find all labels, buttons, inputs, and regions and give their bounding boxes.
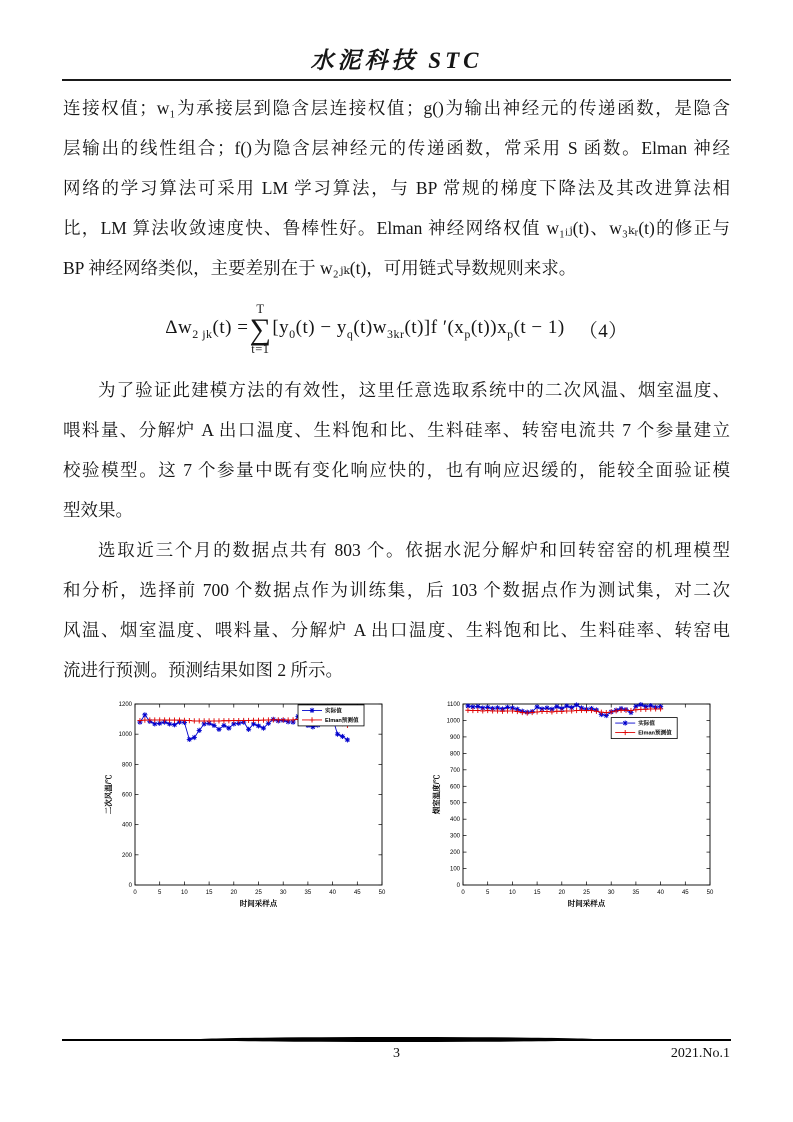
equation-4 [63,288,730,370]
svg-text:200: 200 [121,852,132,859]
svg-text:700: 700 [449,767,460,774]
figure-2 [95,692,723,926]
svg-text:25: 25 [583,890,590,896]
svg-text:15: 15 [205,890,213,896]
chart-svg [95,692,395,926]
svg-text:25: 25 [255,890,262,896]
body-line: BP 神经网络类似，主要差别在于 w₂ⱼₖ(t)，可用链式导数规则来求。 [63,258,577,278]
svg-text:100: 100 [449,866,460,873]
svg-text:45: 45 [353,890,361,896]
svg-text:Elman预测值: Elman预测值 [325,717,359,724]
svg-text:35: 35 [632,890,640,896]
footer-rule-scan-artifact [197,1037,597,1042]
svg-text:1000: 1000 [118,732,132,739]
svg-text:20: 20 [558,890,566,896]
svg-text:时间采样点: 时间采样点 [567,899,606,908]
svg-text:600: 600 [121,792,132,799]
svg-text:300: 300 [449,833,460,840]
svg-text:800: 800 [121,762,132,769]
paragraph-2 [63,370,730,530]
svg-text:40: 40 [329,890,336,896]
body-line: 层输出的线性组合；f()为隐含层神经元的传递函数，常采用 S 函数。Elman 神经 [63,138,730,158]
body-line: 流进行预测。预测结果如图 2 所示。 [63,660,343,680]
svg-text:500: 500 [449,800,460,807]
chart-secondary-air-temperature [95,692,395,926]
svg-text:实际值: 实际值 [325,708,342,715]
svg-text:烟室温度/℃: 烟室温度/℃ [432,774,441,815]
svg-text:1200: 1200 [118,702,132,708]
body-line: 校验模型。这 7 个参量中既有变化响应快的，也有响应迟缓的，能较全面验证模 [63,460,730,480]
page-number: 3 [393,1046,400,1061]
svg-text:30: 30 [279,890,287,896]
svg-text:时间采样点: 时间采样点 [239,899,278,908]
svg-text:0: 0 [456,883,460,889]
journal-title: 水泥科技 STC [310,48,483,73]
body-text [63,88,730,690]
svg-text:30: 30 [607,890,615,896]
paragraph-3 [63,530,730,690]
svg-text:10: 10 [181,890,188,896]
issue-number: 2021.No.1 [670,1046,730,1061]
svg-text:200: 200 [449,850,460,857]
body-line: 为了验证此建模方法的有效性，这里任意选取系统中的二次风温、烟室温度、 [98,380,730,400]
svg-text:1100: 1100 [447,702,460,708]
header-rule [62,79,731,81]
chart-flue-chamber-temperature [423,692,723,926]
svg-text:800: 800 [449,751,460,758]
svg-text:45: 45 [681,890,689,896]
svg-text:15: 15 [533,890,541,896]
svg-text:二次风温/℃: 二次风温/℃ [104,774,113,815]
body-line: 网络的学习算法可采用 LM 学习算法，与 BP 常规的梯度下降法及其改进算法相 [63,178,730,198]
body-line: 和分析，选择前 700 个数据点作为训练集，后 103 个数据点作为测试集，对二次 [63,580,730,600]
svg-text:1000: 1000 [446,718,460,725]
svg-text:35: 35 [304,890,312,896]
svg-text:实际值: 实际值 [638,721,655,728]
svg-text:400: 400 [449,817,460,824]
body-line: 选取近三个月的数据点共有 803 个。依据水泥分解炉和回转窑窑的机理模型 [98,540,730,560]
svg-text:40: 40 [657,890,664,896]
svg-text:600: 600 [449,784,460,791]
svg-text:10: 10 [509,890,516,896]
svg-text:50: 50 [378,890,386,896]
body-line: 比，LM 算法收敛速度快、鲁棒性好。Elman 神经网络权值 w₁ᵢⱼ(t)、w₃ₖᵣ(t)的修正与 [63,218,730,238]
equation-rhs: $[y_0(t) - y_q(t)w_{3kr}(t)]f$ $'(x_p(t))x_p(t - 1)$ [272,316,565,341]
svg-text:0: 0 [128,883,132,889]
svg-text:5: 5 [158,890,162,896]
summation-symbol: T ∑ t=1 [249,302,272,356]
paragraph-1 [63,88,730,288]
svg-text:0: 0 [133,890,137,896]
svg-text:0: 0 [461,890,465,896]
body-line: 喂料量、分解炉 A 出口温度、生料饱和比、生料硅率、转窑电流共 7 个参量建立 [63,420,730,440]
body-line: 型效果。 [63,500,133,520]
svg-text:5: 5 [486,890,490,896]
svg-text:400: 400 [121,822,132,829]
body-line: 连接权值；w₁为承接层到隐含层连接权值；g()为输出神经元的传递函数，是隐含 [63,98,730,118]
body-line: 风温、烟室温度、喂料量、分解炉 A 出口温度、生料饱和比、生料硅率、转窑电 [63,620,730,640]
svg-text:50: 50 [706,890,714,896]
svg-text:20: 20 [230,890,238,896]
equation-number: （4） [578,320,628,342]
svg-text:900: 900 [449,734,460,741]
equation-lhs: $\Delta w_{2 jk}(t)$ = [165,316,249,341]
chart-svg [423,692,723,926]
svg-text:Elman预测值: Elman预测值 [638,730,672,737]
